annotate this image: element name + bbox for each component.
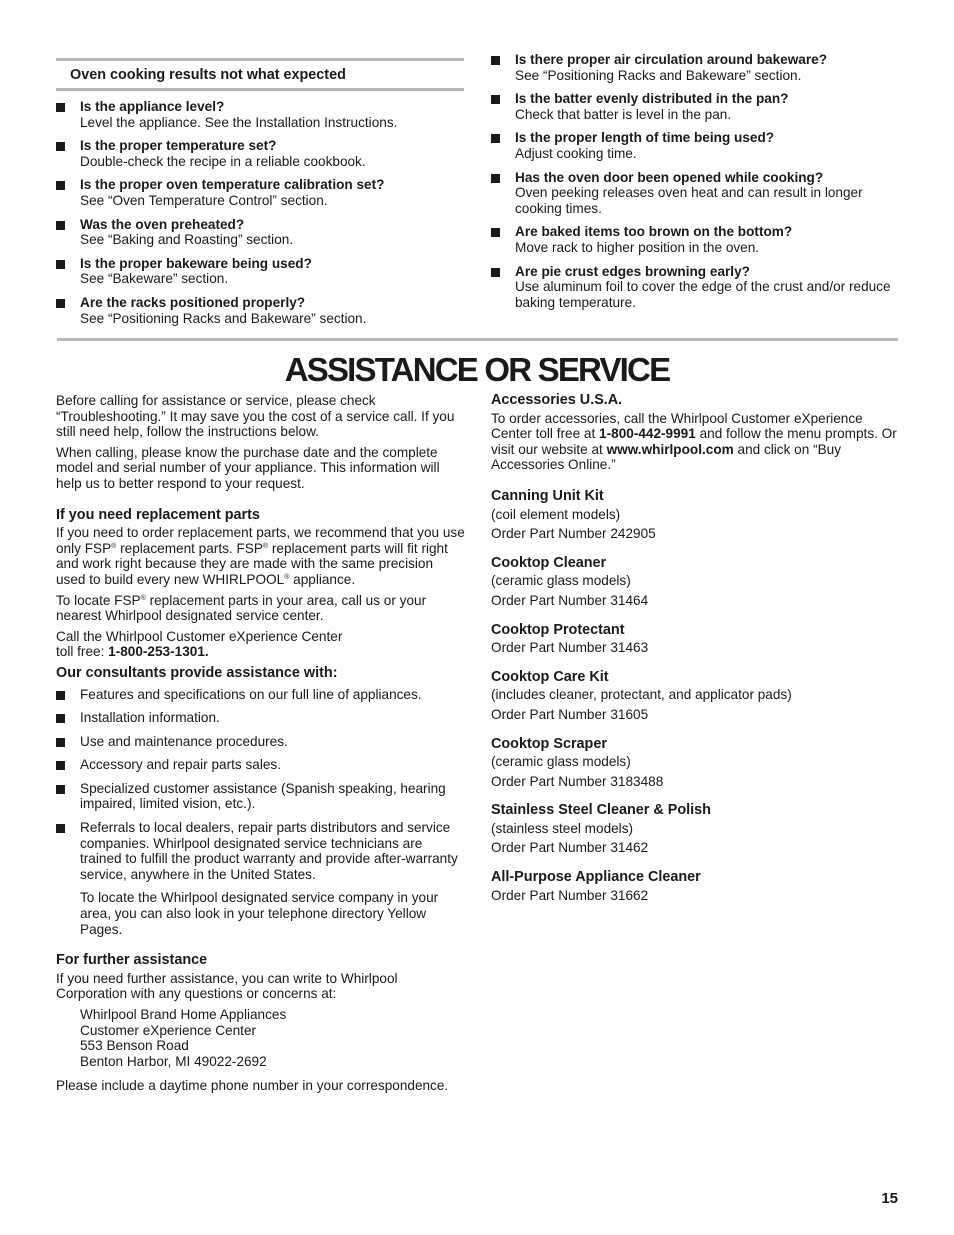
list-item: Has the oven door been opened while cooking? Oven peeking releases oven heat and can result in longer cooking times. xyxy=(491,170,901,217)
list-item: Referrals to local dealers, repair parts distributors and service companies. Whirlpool designated service technicians are trained to fulfill the product warranty and provide after-warranty service, anywhere in the United States. xyxy=(56,820,466,882)
list-item: Is there proper air circulation around bakeware? See “Positioning Racks and Bakeware” section. xyxy=(491,52,901,83)
list-item: Are pie crust edges browning early? Use aluminum foil to cover the edge of the crust and/or reduce baking temperature. xyxy=(491,264,901,311)
list-item: Features and specifications on our full line of appliances. xyxy=(56,687,466,703)
list-item: Use and maintenance procedures. xyxy=(56,734,466,750)
list-item: Is the proper temperature set? Double-check the recipe in a reliable cookbook. xyxy=(56,138,466,169)
list-item: Was the oven preheated? See “Baking and Roasting” section. xyxy=(56,217,466,248)
accessories-paragraph: To order accessories, call the Whirlpool Customer eXperience Center toll free at 1-800-442-9991 and follow the menu prompts. Or visit our website at www.whirlpool.com and click on “Buy Accessories Online.” xyxy=(491,410,897,473)
phone-number: 1-800-253-1301. xyxy=(108,644,209,660)
intro-paragraph: Before calling for assistance or service, please check “Troubleshooting.” It may save you the cost of a service call. If you still need help, follow the instructions below. xyxy=(56,393,455,440)
troubleshoot-section-header xyxy=(56,58,464,91)
locate-note: To locate the Whirlpool designated service company in your area, you can also look in your telephone directory Yellow Pages. xyxy=(80,890,439,937)
accessory-item: Stainless Steel Cleaner & Polish (stainless steel models) Order Part Number 31462 xyxy=(491,802,711,856)
list-item: Is the proper length of time being used? Adjust cooking time. xyxy=(491,130,901,161)
list-item: Are the racks positioned properly? See “Positioning Racks and Bakeware” section. xyxy=(56,295,466,326)
parts-heading: If you need replacement parts xyxy=(56,506,260,523)
accessories-phone: 1-800-442-9991 xyxy=(599,426,696,442)
accessory-item: Cooktop Scraper (ceramic glass models) Order Part Number 3183488 xyxy=(491,735,664,789)
list-item: Specialized customer assistance (Spanish speaking, hearing impaired, limited vision, etc.). xyxy=(56,781,466,812)
list-item: Is the proper oven temperature calibration set? See “Oven Temperature Control” section. xyxy=(56,177,466,208)
accessories-column xyxy=(491,393,901,917)
call-paragraph: Call the Whirlpool Customer eXperience Center toll free: 1-800-253-1301. xyxy=(56,628,343,660)
assistance-column xyxy=(56,393,466,1099)
further-paragraph: If you need further assistance, you can write to Whirlpool Corporation with any questions or concerns at: xyxy=(56,970,398,1002)
mailing-address: Whirlpool Brand Home Appliances Customer eXperience Center 553 Benson Road Benton Harbor, MI 49022-2692 xyxy=(80,1007,287,1069)
list-item: Is the batter evenly distributed in the pan? Check that batter is level in the pan. xyxy=(491,91,901,122)
closing-note: Please include a daytime phone number in your correspondence. xyxy=(56,1078,449,1094)
accessory-item: Cooktop Care Kit (includes cleaner, protectant, and applicator pads) Order Part Number 31605 xyxy=(491,668,792,722)
parts-paragraph: If you need to order replacement parts, we recommend that you use only FSP® replacement parts. FSP® replacement parts will fit right and work right because they are made with the same precision used to build every new WHIRLPOOL® appliance. xyxy=(56,525,465,587)
list-item: Installation information. xyxy=(56,710,466,726)
accessory-item: All-Purpose Appliance Cleaner Order Part Number 31662 xyxy=(491,869,701,903)
accessory-item: Cooktop Cleaner (ceramic glass models) Order Part Number 31464 xyxy=(491,554,649,608)
troubleshoot-left-list xyxy=(56,99,466,334)
accessories-heading: Accessories U.S.A. xyxy=(491,392,623,408)
section-divider xyxy=(57,338,898,341)
website-link: www.whirlpool.com xyxy=(606,441,734,457)
consult-heading: Our consultants provide assistance with: xyxy=(56,664,338,681)
accessory-item: Cooktop Protectant Order Part Number 31463 xyxy=(491,621,649,656)
parts-paragraph: To locate FSP® replacement parts in your area, call us or your nearest Whirlpool designated service center. xyxy=(56,592,427,624)
accessory-item: Canning Unit Kit (coil element models) Order Part Number 242905 xyxy=(491,487,656,542)
troubleshoot-heading: Oven cooking results not what expected xyxy=(70,67,346,83)
list-item: Are baked items too brown on the bottom? Move rack to higher position in the oven. xyxy=(491,224,901,255)
troubleshoot-right-list xyxy=(491,52,901,318)
intro-paragraph: When calling, please know the purchase date and the complete model and serial number of your appliance. This information will help us to better respond to your request. xyxy=(56,444,440,491)
list-item: Accessory and repair parts sales. xyxy=(56,757,466,773)
list-item: Is the appliance level? Level the appliance. See the Installation Instructions. xyxy=(56,99,466,130)
further-heading: For further assistance xyxy=(56,952,208,969)
page-title: ASSISTANCE OR SERVICE xyxy=(284,351,670,388)
consult-list xyxy=(56,687,466,883)
page-number: 15 xyxy=(881,1190,898,1207)
list-item: Is the proper bakeware being used? See “Bakeware” section. xyxy=(56,256,466,287)
